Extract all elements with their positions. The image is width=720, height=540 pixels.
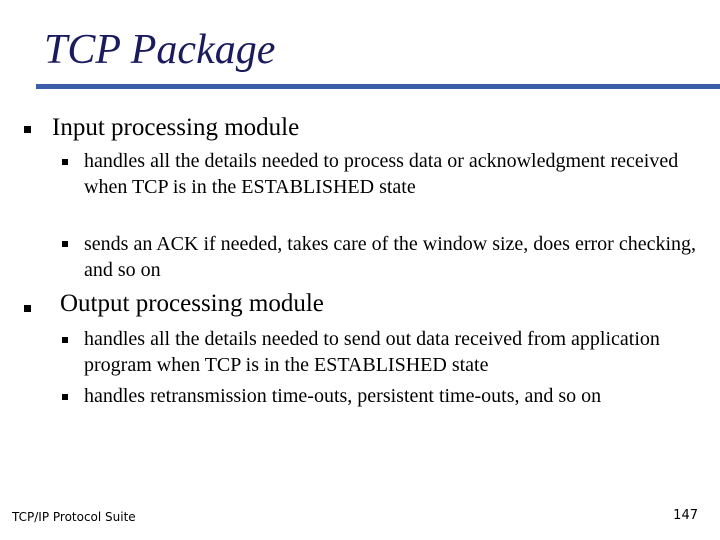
slide-title: TCP Package bbox=[44, 27, 276, 73]
sub-item-input-1: handles all the details needed to process data or acknowledgment received when TCP is in the ESTABLISHED state bbox=[84, 150, 679, 198]
sub-bullet-square-icon bbox=[62, 241, 68, 247]
sub-item-input-2: sends an ACK if needed, takes care of the window size, does error checking, and so on bbox=[84, 233, 697, 281]
sub-bullet-square-icon bbox=[62, 337, 68, 343]
sub-item-output-2: handles retransmission time-outs, persistent time-outs, and so on bbox=[84, 385, 602, 407]
sub-bullet-square-icon bbox=[62, 159, 68, 165]
page-number: 147 bbox=[673, 508, 698, 523]
sub-bullet-square-icon bbox=[62, 394, 68, 400]
sub-item-output-1: handles all the details needed to send out data received from application program when TCP is in the ESTABLISHED state bbox=[84, 328, 660, 376]
footer-text: TCP/IP Protocol Suite bbox=[12, 510, 136, 524]
bullet-square-icon bbox=[24, 126, 31, 133]
title-underline-rule bbox=[36, 84, 720, 89]
bullet-square-icon bbox=[24, 305, 31, 312]
section-heading-input: Input processing module bbox=[52, 114, 300, 141]
section-heading-output: Output processing module bbox=[60, 290, 324, 317]
